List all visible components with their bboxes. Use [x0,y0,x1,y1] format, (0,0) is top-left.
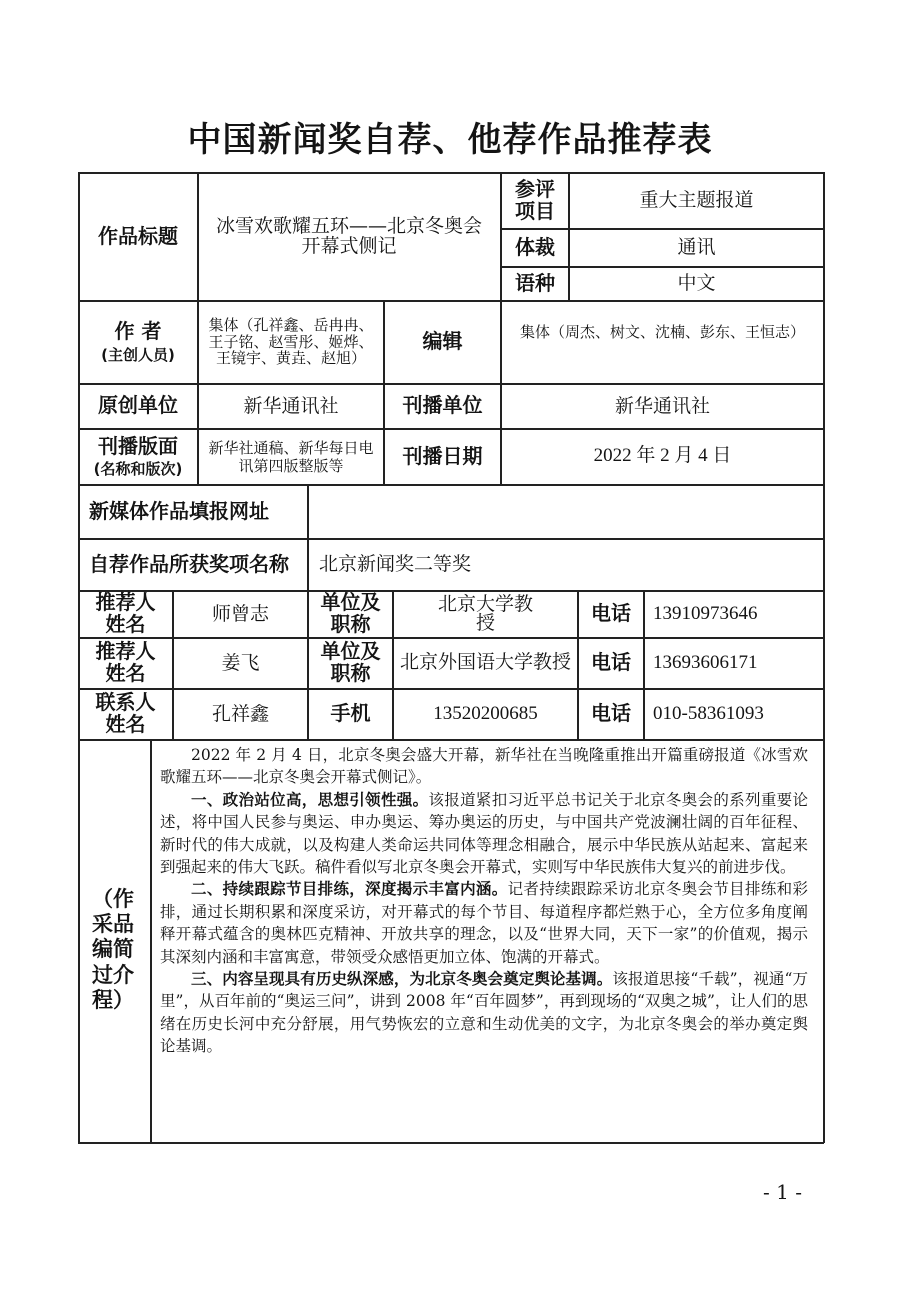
recommender-2-name-label: 推荐人姓名 [95,639,156,685]
recommender-1-org: 北京大学教授 [437,593,533,634]
process-paragraph-4 [160,968,808,1058]
origin-unit-label: 原创单位 [98,393,178,418]
category-value: 重大主题报道 [639,189,754,212]
editor-value: 集体（周杰、树文、沈楠、彭东、王恒志） [519,323,805,341]
new-media-url-label: 新媒体作品填报网址 [89,498,269,523]
process-description [160,744,808,1058]
new-media-url-value [309,485,823,538]
recommender-2-org-label: 单位及职称 [320,639,381,685]
work-title-value: 冰雪欢歌耀五环——北京冬奥会开幕式侧记 [215,214,482,257]
recommender-2-name: 姜飞 [221,651,260,674]
award-label: 自荐作品所获奖项名称 [89,551,289,576]
publish-section-sublabel: (名称和版次) [93,459,183,478]
process-paragraph-3-heading: 二、持续跟踪节目排练，深度揭示丰富内涵。 [191,880,508,899]
process-paragraph-3-body: 记者持续跟踪采访北京冬奥会节目排练和彩排，通过长期积累和深度采访，对开幕式的每个节目、每道程序都烂熟于心，全方位多角度阐释开幕式蕴含的奥林匹克精神、开放共享的理念，以及“世界大同，天下一家”的价值观，揭示其深刻内涵和丰富寓意，带领受众感悟更加立体、饱满的开幕式。 [160,880,808,966]
editor-label: 编辑 [422,329,463,354]
author-label-cell [79,301,197,383]
author-label: 作 者 [114,319,162,344]
publish-section-label-cell [79,429,197,484]
process-paragraph-1: 2022 年 2 月 4 日，北京冬奥会盛大开幕，新华社在当晚隆重推出开篇重磅报道《冰雪欢歌耀五环——北京冬奥会开幕式侧记》。 [160,746,808,787]
author-sublabel: (主创人员) [101,345,175,364]
contact-name: 孔祥鑫 [211,702,269,725]
process-paragraph-2-body: 该报道紧扣习近平总书记关于北京冬奥会的系列重要论述，将中国人民参与奥运、申办奥运、筹办奥运的历史，与中国共产党波澜壮阔的百年征程、新时代的伟大成就，以及构建人类命运共同体等理念相融合，展示中华民族从站起来、富起来到强起来的伟大飞跃。稿件看似写北京冬奥会开幕式，实则写中华民族伟大复兴的前进步伐。 [160,790,808,877]
process-paragraph-3 [160,878,808,968]
genre-label: 体裁 [515,234,555,259]
recommender-2-phone-label: 电话 [591,650,631,675]
origin-unit-value: 新华通讯社 [243,394,339,417]
language-value: 中文 [677,272,716,295]
publish-section-value: 新华社通稿、新华每日电讯第四版整版等 [208,438,374,475]
recommender-1-phone-label: 电话 [591,601,631,626]
process-label: （作采品编简过介程） [92,887,134,1012]
recommender-2-org: 北京外国语大学教授 [399,651,571,674]
genre-value: 通讯 [677,236,716,259]
recommender-1-phone: 13910973646 [653,602,758,624]
recommender-1-org-label: 单位及职称 [320,590,381,636]
contact-mobile: 13520200685 [433,702,538,724]
process-paragraph-2 [160,789,808,879]
author-value: 集体（孔祥鑫、岳冉冉、王子铭、赵雪彤、姬烨、王镜宇、黄垚、赵旭） [208,316,374,368]
recommender-1-name: 师曾志 [211,602,269,625]
process-paragraph-4-body: 该报道思接“千载”，视通“万里”，从百年前的“奥运三问”，讲到 2008 年“百年圆梦”，再到现场的“双奥之城”，让人们的思绪在历史长河中充分舒展，用气势恢宏的立意和生动优美的文字，为北京冬奥会的举办奠定舆论基调。 [160,970,808,1056]
contact-phone-label: 电话 [591,701,631,726]
contact-name-label: 联系人姓名 [95,690,156,736]
language-label: 语种 [515,270,555,295]
publish-date-value: 2022 年 2 月 4 日 [593,445,732,467]
process-paragraph-4-heading: 三、内容呈现具有历史纵深感，为北京冬奥会奠定舆论基调。 [191,970,613,989]
work-title-label: 作品标题 [98,223,178,248]
publish-date-label: 刊播日期 [402,443,483,468]
category-label: 参评项目 [515,176,555,223]
publish-unit-value: 新华通讯社 [614,394,710,417]
page-number: - 1 - [763,1180,802,1204]
publish-unit-label: 刊播单位 [402,393,483,418]
page-title: 中国新闻奖自荐、他荐作品推荐表 [187,120,713,160]
publish-section-label: 刊播版面 [98,434,178,459]
recommender-2-phone: 13693606171 [653,651,758,673]
contact-mobile-label: 手机 [330,701,371,726]
award-value: 北京新闻奖二等奖 [319,553,472,576]
recommender-1-name-label: 推荐人姓名 [95,590,156,636]
process-paragraph-2-heading: 一、政治站位高，思想引领性强。 [191,790,429,809]
contact-phone: 010-58361093 [653,702,764,724]
